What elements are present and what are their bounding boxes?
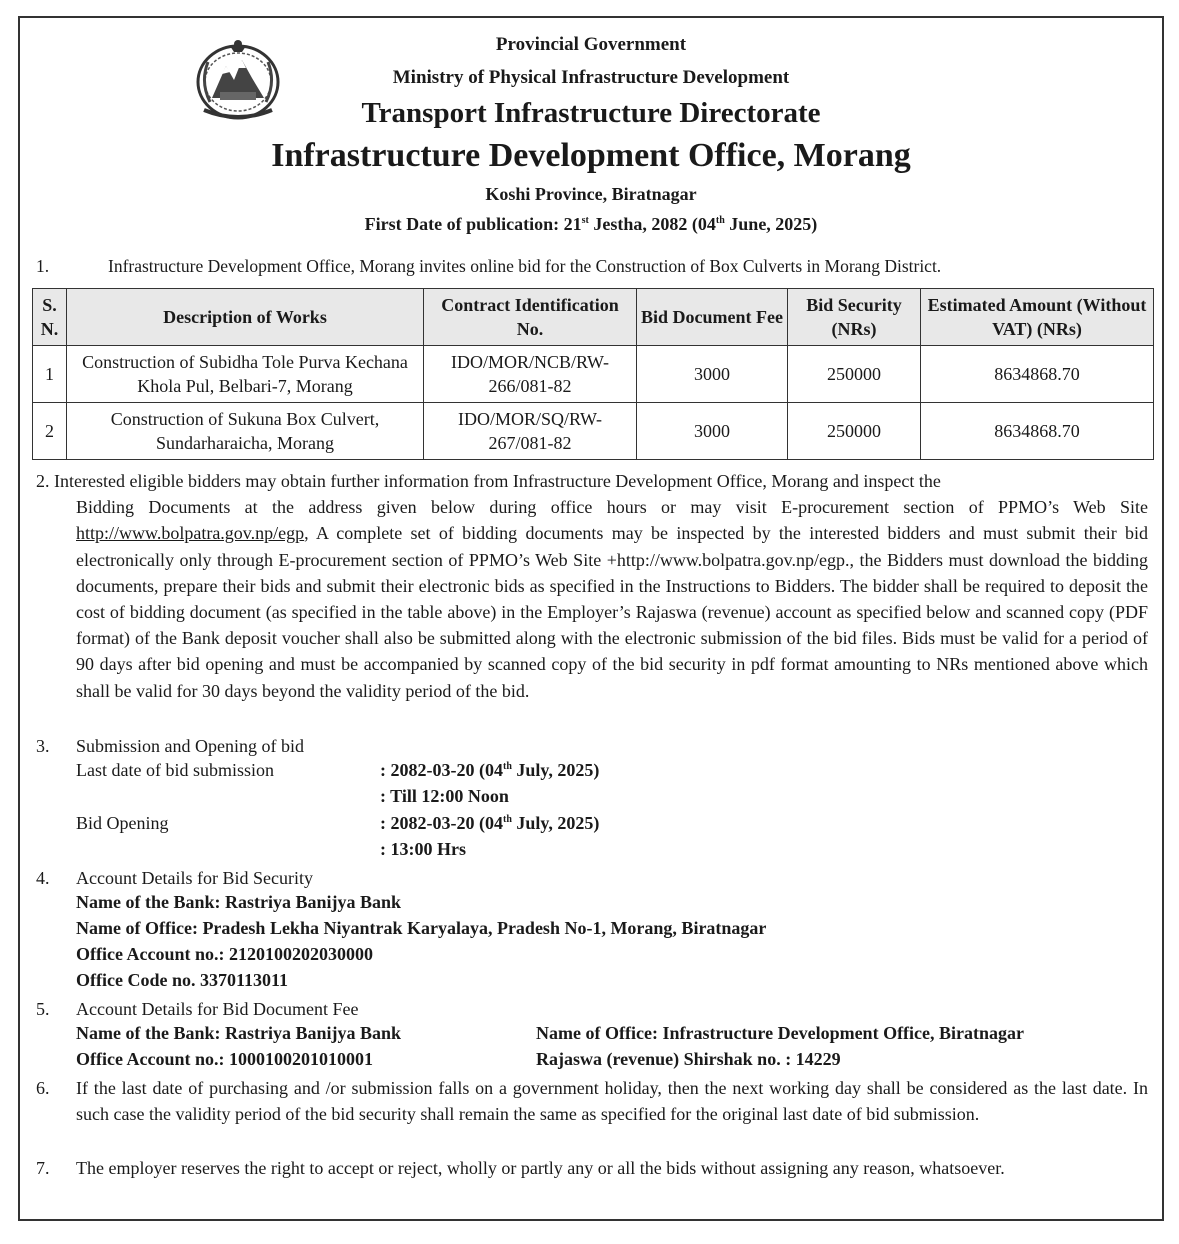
section-6-number: 6.: [36, 1078, 50, 1098]
section-3-title: Submission and Opening of bid: [76, 736, 304, 756]
bid-opening-label: Bid Opening: [76, 813, 169, 833]
publication-date: [20, 214, 1162, 235]
security-account-no: Office Account no.: 2120100202030000: [76, 944, 373, 964]
section-2-body: [36, 494, 1148, 704]
header-contract-id: Contract Identification No.: [424, 289, 637, 346]
fee-office-name: Name of Office: Infrastructure Development Office, Biratnagar: [536, 1023, 1025, 1043]
cell-fee: 3000: [637, 346, 788, 403]
header-description: Description of Works: [67, 289, 424, 346]
section-3-number: 3.: [36, 736, 50, 756]
last-time-value: : Till 12:00 Noon: [380, 786, 509, 806]
cell-security: 250000: [788, 346, 921, 403]
cell-sn: 2: [33, 403, 67, 460]
last-date-value-a: : 2082-03-20 (04: [380, 760, 503, 780]
section-5-number: 5.: [36, 999, 50, 1019]
table-header-row: [33, 289, 1154, 346]
works-table: [32, 288, 1154, 460]
last-date-value-b: July, 2025): [511, 760, 600, 780]
header-provincial-government: Provincial Government: [495, 34, 687, 55]
section-1-text: Infrastructure Development Office, Morang invites online bid for the Construction of Box Culverts in Morang District.: [108, 256, 942, 276]
security-bank-name: Name of the Bank: Rastriya Banijya Bank: [76, 892, 402, 912]
cell-contract-id: IDO/MOR/SQ/RW-267/081-82: [424, 403, 637, 460]
table-row: [33, 346, 1154, 403]
section-7-text: The employer reserves the right to accept or reject, wholly or partly any or all the bids without assigning any reason, whatsoever.: [76, 1158, 1005, 1178]
section-1-number: 1.: [36, 256, 50, 276]
table-row: [33, 403, 1154, 460]
bid-opening-value-a: : 2082-03-20 (04: [380, 813, 503, 833]
section-2-text-a: Bidding Documents at the address given below during office hours or may visit E-procurement section of PPMO’s Web Site: [76, 497, 1148, 518]
fee-account-no: Office Account no.: 1000100201010001: [76, 1049, 373, 1069]
section-4-title: Account Details for Bid Security: [76, 868, 313, 888]
header-province: Koshi Province, Biratnagar: [485, 184, 697, 204]
publication-date-mid: Jestha, 2082 (04: [588, 214, 716, 234]
section-2: [36, 468, 1148, 704]
header-security: Bid Security (NRs): [788, 289, 921, 346]
header-sn: S. N.: [33, 289, 67, 346]
header-office-title: Infrastructure Development Office, Morang: [271, 137, 911, 174]
section-2-text-b: , A complete set of bidding documents may be inspected by the interested bidders and must submit their bid electronically only through E-procurement section of PPMO’s Web Site +http://www.bolpatra.gov.np/egp., the Bidders must download the bidding documents, prepare their bids and submit their electronic bids as specified in the Instructions to Bidders. The bidder shall be required to deposit the cost of bidding document (as specified in the table above) in the Employer’s Rajaswa (revenue) account as specified below and scanned copy (PDF format) of the Bank deposit voucher shall also be submitted along with the electronic submission of the bid files. Bids must be valid for a period of 90 days after bid opening and must be accompanied by scanned copy of the bid security in pdf format amounting to NRs mentioned above which shall be valid for 30 days beyond the validity period of the bid.: [76, 523, 1148, 701]
publication-date-prefix: First Date of publication: 21: [364, 214, 582, 234]
notice-header: [20, 18, 1162, 258]
cell-fee: 3000: [637, 403, 788, 460]
section-5-title: Account Details for Bid Document Fee: [76, 999, 359, 1019]
publication-date-sup2: th: [715, 215, 725, 226]
header-amount: Estimated Amount (Without VAT) (NRs): [921, 289, 1154, 346]
cell-security: 250000: [788, 403, 921, 460]
header-fee: Bid Document Fee: [637, 289, 788, 346]
section-1: [36, 256, 1150, 277]
publication-date-suffix: June, 2025): [724, 214, 818, 234]
section-6-text: If the last date of purchasing and /or submission falls on a government holiday, then the next working day shall be considered as the last date. In such case the validity period of the bid security shall remain the same as specified for the original last date of bid submission.: [76, 1078, 1148, 1125]
publication-date-sup1: st: [581, 215, 589, 226]
bid-opening-value: [380, 813, 599, 834]
bid-opening-time: : 13:00 Hrs: [380, 839, 466, 859]
security-office-name: Name of Office: Pradesh Lekha Niyantrak Karyalaya, Pradesh No-1, Morang, Biratnagar: [76, 918, 767, 938]
section-4-number: 4.: [36, 868, 50, 888]
cell-amount: 8634868.70: [921, 346, 1154, 403]
cell-description: Construction of Sukuna Box Culvert, Sundarharaicha, Morang: [67, 403, 424, 460]
egp-link[interactable]: http://www.bolpatra.gov.np/egp: [76, 523, 305, 544]
bid-opening-sup: th: [502, 814, 512, 825]
bid-opening-value-b: July, 2025): [511, 813, 600, 833]
last-date-sup: th: [502, 761, 512, 772]
notice-frame: [18, 16, 1164, 1221]
cell-contract-id: IDO/MOR/NCB/RW-266/081-82: [424, 346, 637, 403]
last-date-value: [380, 760, 599, 781]
header-directorate: Transport Infrastructure Directorate: [361, 97, 821, 129]
header-ministry: Ministry of Physical Infrastructure Development: [392, 67, 790, 88]
fee-bank-name: Name of the Bank: Rastriya Banijya Bank: [76, 1023, 402, 1043]
last-date-label: Last date of bid submission: [76, 760, 274, 780]
security-office-code: Office Code no. 3370113011: [76, 970, 288, 990]
section-2-lead: 2. Interested eligible bidders may obtain further information from Infrastructure Development Office, Morang and inspect the: [36, 471, 941, 491]
cell-description: Construction of Subidha Tole Purva Kechana Khola Pul, Belbari-7, Morang: [67, 346, 424, 403]
cell-sn: 1: [33, 346, 67, 403]
fee-shirshak-no: Rajaswa (revenue) Shirshak no. : 14229: [536, 1049, 841, 1069]
section-7-number: 7.: [36, 1158, 50, 1178]
cell-amount: 8634868.70: [921, 403, 1154, 460]
